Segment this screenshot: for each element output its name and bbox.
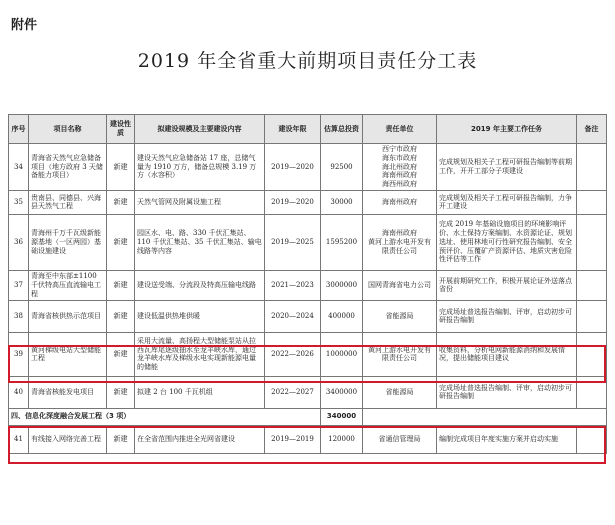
cell-note [577, 332, 607, 376]
cell-nature: 新建 [107, 425, 135, 453]
cell-scale: 建设低温供热堆供暖 [135, 300, 265, 332]
cell-years: 2019—2019 [265, 425, 321, 453]
header-cell: 项目名称 [29, 115, 107, 144]
cell-nature: 新建 [107, 144, 135, 191]
table-row [9, 270, 607, 300]
cell-unit: 省通信管理局 [363, 425, 437, 453]
cell-invest: 3000000 [321, 270, 363, 300]
cell-note [577, 425, 607, 453]
cell-unit: 海南州政府 [363, 190, 437, 214]
responsibility-table [8, 114, 607, 454]
cell-scale: 建设送受端、分流段及特高压输电线路 [135, 270, 265, 300]
cell-scale: 在全省范围内推进全光网省建设 [135, 425, 265, 453]
cell-nature: 新建 [107, 300, 135, 332]
table-row [9, 144, 607, 191]
cell-no: 41 [9, 425, 29, 453]
table-row [9, 376, 607, 408]
cell-task: 收集资料，分析电网新能源消纳和发展情况，提出储能项目建议 [437, 332, 577, 376]
table-row [9, 190, 607, 214]
cell-unit: 西宁市政府 海东市政府 海北州政府 海南州政府 海西州政府 [363, 144, 437, 191]
cell-nature: 新建 [107, 214, 135, 270]
cell-scale: 建设天然气应急储备站 17 座，总储气量为 1910 万方，储备总规模 3.19 万方（水容积） [135, 144, 265, 191]
header-cell: 2019 年主要工作任务 [437, 115, 577, 144]
cell-no: 36 [9, 214, 29, 270]
cell-task: 完成场址普选报告编制、评审，启动初步可研报告编制 [437, 376, 577, 408]
cell-name: 黄河梯级电站大型储能工程 [29, 332, 107, 376]
cell-name: 青海州千万千瓦级新能源基地（一区两园）基础设施建设 [29, 214, 107, 270]
cell-invest: 1000000 [321, 332, 363, 376]
section-row [9, 408, 607, 425]
cell-nature: 新建 [107, 376, 135, 408]
cell-invest: 400000 [321, 300, 363, 332]
cell-no: 40 [9, 376, 29, 408]
section-invest: 340000 [321, 408, 363, 425]
cell-name: 青海至中东部±1100 千伏特高压直流输电工程 [29, 270, 107, 300]
page-title: 2019 年全省重大前期项目责任分工表 [137, 50, 478, 72]
cell-unit: 海南州政府 黄河上游水电开发有限责任公司 [363, 214, 437, 270]
cell-task: 完成 2019 年基础设施项目的环境影响评价、水土保持方案编制、水资源论证、规划选址、使用林地可行性研究报告编制、安全预评价、压覆矿产资源评估、地质灾害危险性评估等工作 [437, 214, 577, 270]
cell-years: 2019—2020 [265, 190, 321, 214]
cell-nature: 新建 [107, 270, 135, 300]
section-empty [363, 408, 607, 425]
table-row [9, 300, 607, 332]
cell-nature: 新建 [107, 190, 135, 214]
cell-task: 完成规划及相关子工程可研报告编制等前期工作，开开工部分子项建设 [437, 144, 577, 191]
cell-scale: 天然气管网及附属设施工程 [135, 190, 265, 214]
cell-note [577, 144, 607, 191]
cell-scale: 拟建 2 台 100 千瓦机组 [135, 376, 265, 408]
cell-years: 2022—2026 [265, 332, 321, 376]
cell-unit: 黄河上游水电开发有限责任公司 [363, 332, 437, 376]
cell-note [577, 300, 607, 332]
header-cell: 责任单位 [363, 115, 437, 144]
cell-note [577, 376, 607, 408]
cell-note [577, 270, 607, 300]
cell-unit: 国网青海省电力公司 [363, 270, 437, 300]
header-cell: 建设年限 [265, 115, 321, 144]
table-row [9, 214, 607, 270]
cell-invest: 1595200 [321, 214, 363, 270]
cell-scale: 采用大流量、高扬程大型储能泵站从拉西瓦库尾逐级抽水至龙羊峡水库，通过龙羊峡水库及梯级水电实现新能源电量的储能 [135, 332, 265, 376]
header-cell: 估算总投资 [321, 115, 363, 144]
cell-name: 贵南县、同德县、兴海县天然气工程 [29, 190, 107, 214]
cell-years: 2022—2027 [265, 376, 321, 408]
cell-name: 青海省核能发电项目 [29, 376, 107, 408]
cell-no: 39 [9, 332, 29, 376]
cell-invest: 92500 [321, 144, 363, 191]
cell-no: 34 [9, 144, 29, 191]
header-cell: 备注 [577, 115, 607, 144]
cell-no: 35 [9, 190, 29, 214]
cell-name: 青海省天然气应急储备项目（地方政府 3 天储备能力项目） [29, 144, 107, 191]
cell-name: 青海省核供热示范项目 [29, 300, 107, 332]
cell-name: 有线接入网络完善工程 [29, 425, 107, 453]
header-cell: 拟建设规模及主要建设内容 [135, 115, 265, 144]
cell-task: 开展前期研究工作，积极开展论证外送落点省份 [437, 270, 577, 300]
table-header-row [9, 115, 607, 144]
header-cell: 序号 [9, 115, 29, 144]
cell-note [577, 190, 607, 214]
cell-unit: 省能源局 [363, 376, 437, 408]
cell-nature: 新建 [107, 332, 135, 376]
cell-years: 2019—2025 [265, 214, 321, 270]
cell-years: 2019—2020 [265, 144, 321, 191]
section-label: 四、信息化深度融合发展工程（3 项） [9, 408, 321, 425]
cell-invest: 120000 [321, 425, 363, 453]
cell-note [577, 214, 607, 270]
header-cell: 建设性质 [107, 115, 135, 144]
attachment-label: 附件 [11, 18, 38, 33]
cell-task: 完成场址普选报告编制、评审，启动初步可研报告编制 [437, 300, 577, 332]
cell-years: 2020—2024 [265, 300, 321, 332]
cell-invest: 3400000 [321, 376, 363, 408]
cell-scale: 园区水、电、路、330 千伏汇集站、110 千伏汇集站、35 千伏汇集站、输电线路等内容 [135, 214, 265, 270]
cell-years: 2021—2023 [265, 270, 321, 300]
table-row [9, 425, 607, 453]
cell-unit: 省能源局 [363, 300, 437, 332]
cell-task: 完成规划及相关子工程可研报告编制，力争开工建设 [437, 190, 577, 214]
cell-no: 37 [9, 270, 29, 300]
table-row [9, 332, 607, 376]
cell-task: 编制完成项目年度实施方案并启动实施 [437, 425, 577, 453]
cell-no: 38 [9, 300, 29, 332]
cell-invest: 30000 [321, 190, 363, 214]
